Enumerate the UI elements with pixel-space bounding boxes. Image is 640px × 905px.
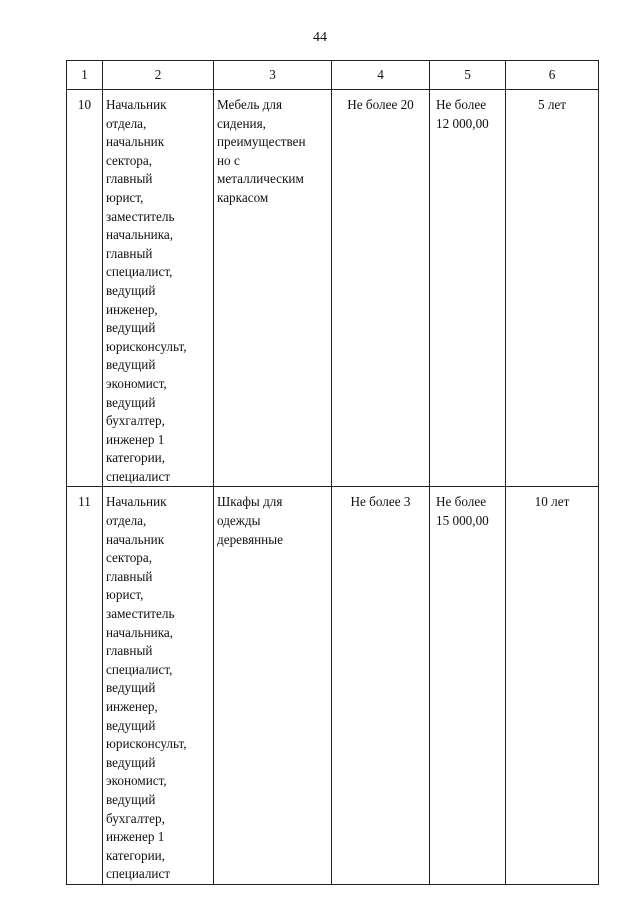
header-cell-5: 5 <box>430 61 506 90</box>
header-cell-2: 2 <box>103 61 214 90</box>
furniture-norms-table <box>66 60 599 885</box>
price-cell: Не более 15 000,00 <box>430 487 506 884</box>
row-number-cell: 10 <box>67 90 103 487</box>
page-number: 44 <box>313 30 327 45</box>
header-cell-6: 6 <box>506 61 599 90</box>
item-cell: Мебель для сидения, преимуществен но с металлическим каркасом <box>214 90 332 487</box>
price-cell: Не более 12 000,00 <box>430 90 506 487</box>
table-row <box>67 487 599 884</box>
item-cell: Шкафы для одежды деревянные <box>214 487 332 884</box>
table-header-row <box>67 61 599 90</box>
quantity-cell: Не более 20 <box>332 90 430 487</box>
header-cell-1: 1 <box>67 61 103 90</box>
table-row <box>67 90 599 487</box>
positions-cell: Начальник отдела, начальник сектора, главный юрист, заместитель начальника, главный специалист, ведущий инженер, ведущий юрисконсульт, ведущий экономист, ведущий бухгалтер, инженер 1 категории, специалист <box>103 487 214 884</box>
positions-cell: Начальник отдела, начальник сектора, главный юрист, заместитель начальника, главный специалист, ведущий инженер, ведущий юрисконсульт, ведущий экономист, ведущий бухгалтер, инженер 1 категории, специалист <box>103 90 214 487</box>
header-cell-4: 4 <box>332 61 430 90</box>
row-number-cell: 11 <box>67 487 103 884</box>
term-cell: 10 лет <box>506 487 599 884</box>
quantity-cell: Не более 3 <box>332 487 430 884</box>
term-cell: 5 лет <box>506 90 599 487</box>
header-cell-3: 3 <box>214 61 332 90</box>
